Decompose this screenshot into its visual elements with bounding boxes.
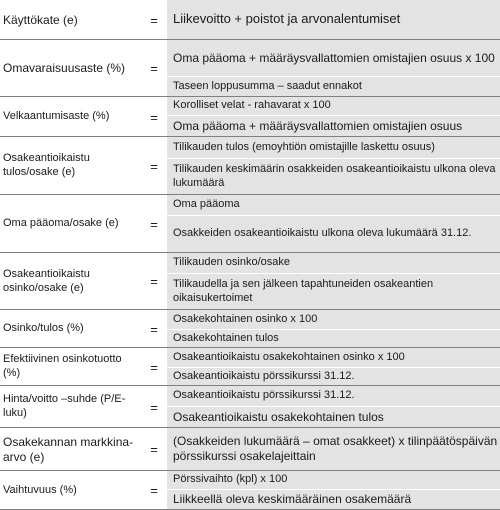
- table-row: [0, 0, 500, 40]
- equals-sign: =: [150, 442, 158, 457]
- table-row: [0, 310, 500, 348]
- row-label: Efektiivinen osinkotuotto (%): [3, 353, 122, 379]
- formula-numerator: Tilikauden osinko/osake: [167, 253, 500, 273]
- table-row: [0, 428, 500, 471]
- row-label: Omavaraisuusaste (%): [3, 61, 126, 75]
- row-label: Osinko/tulos (%): [3, 322, 84, 335]
- formula-denominator: Osakeantioikaistu pörssikurssi 31.12.: [167, 367, 500, 385]
- formula-line: Liikevoitto + poistot ja arvonalentumiset: [167, 0, 500, 39]
- equals-sign: =: [150, 359, 158, 375]
- row-label: Velkaantumisaste (%): [3, 110, 110, 123]
- equals-sign: =: [150, 399, 158, 415]
- formula-numerator: Osakeantioikaistu pörssikurssi 31.12.: [167, 386, 500, 406]
- table-row: [0, 97, 500, 137]
- row-label: Osakeantioikaistu osinko/osake (e): [3, 267, 90, 294]
- formula-denominator: Osakeantioikaistu osakekohtainen tulos: [167, 406, 500, 427]
- table-row: [0, 137, 500, 195]
- formula-numerator: Oma pääoma + määräysvallattomien omistajien osuus x 100: [167, 40, 500, 76]
- row-label: Käyttökate (e): [3, 12, 78, 27]
- formula-cell: [167, 428, 500, 470]
- formula-cell: [167, 386, 500, 427]
- formula-cell: [167, 471, 500, 509]
- formula-numerator: Oma pääoma: [167, 195, 500, 215]
- table-row: [0, 253, 500, 310]
- formula-cell: [167, 195, 500, 252]
- equals-sign: =: [150, 158, 158, 174]
- row-label: Osakeantioikaistu tulos/osake (e): [3, 152, 90, 178]
- formula-denominator: Taseen loppusumma – saadut ennakot: [167, 76, 500, 96]
- table-row: [0, 195, 500, 253]
- formula-numerator: Osakekohtainen osinko x 100: [167, 310, 500, 329]
- formula-denominator: Osakkeiden osakeantioikaistu ulkona oleva lukumäärä 31.12.: [167, 215, 500, 252]
- table-row: [0, 471, 500, 510]
- table-row: [0, 386, 500, 428]
- equals-sign: =: [150, 216, 158, 232]
- formula-numerator: Korolliset velat - rahavarat x 100: [167, 97, 500, 115]
- formula-denominator: Oma pääoma + määräysvallattomien omistajien osuus: [167, 115, 500, 136]
- table-row: [0, 40, 500, 97]
- formula-cell: [167, 253, 500, 309]
- equals-sign: =: [150, 274, 158, 289]
- equals-sign: =: [150, 483, 158, 498]
- row-label: Vaihtuvuus (%): [3, 483, 77, 496]
- formula-cell: [167, 0, 500, 39]
- row-label: Osakekannan markkina-arvo (e): [3, 434, 134, 464]
- formula-denominator: Tilikauden keskimäärin osakkeiden osakeantioikaistu ulkona oleva lukumäärä: [167, 158, 500, 194]
- formula-cell: [167, 310, 500, 347]
- formula-numerator: Osakeantioikaistu osakekohtainen osinko x 100: [167, 348, 500, 367]
- equals-sign: =: [150, 109, 158, 125]
- formula-numerator: Pörssivaihto (kpl) x 100: [167, 471, 500, 489]
- formula-denominator: Osakekohtainen tulos: [167, 329, 500, 347]
- formula-cell: [167, 40, 500, 96]
- formula-cell: [167, 348, 500, 385]
- formula-line: (Osakkeiden lukumäärä – omat osakkeet) x tilinpäätöspäivän pörssikurssi osakelajeittain: [167, 428, 500, 470]
- equals-sign: =: [150, 61, 158, 76]
- formula-denominator: Liikkeellä oleva keskimääräinen osakemäärä: [167, 489, 500, 509]
- table-row: [0, 348, 500, 386]
- formula-cell: [167, 137, 500, 194]
- formula-cell: [167, 97, 500, 136]
- row-label: Hinta/voitto –suhde (P/E-luku): [3, 393, 126, 419]
- row-label: Oma pääoma/osake (e): [3, 217, 119, 230]
- formula-numerator: Tilikauden tulos (emoyhtiön omistajille laskettu osuus): [167, 137, 500, 158]
- equals-sign: =: [150, 321, 158, 337]
- equals-sign: =: [150, 12, 158, 28]
- formula-denominator: Tilikaudella ja sen jälkeen tapahtuneiden osakeantien oikaisukertoimet: [167, 273, 500, 309]
